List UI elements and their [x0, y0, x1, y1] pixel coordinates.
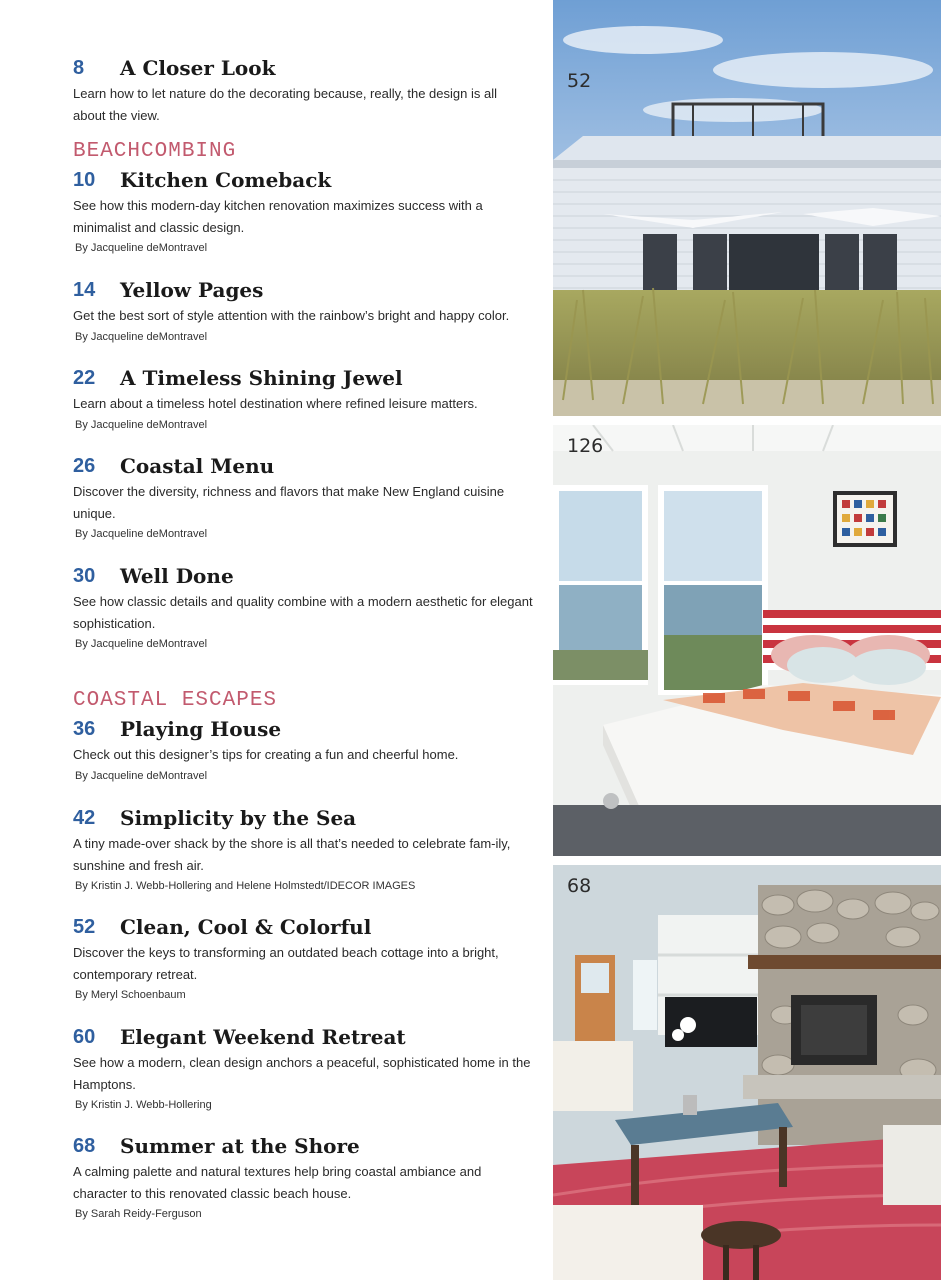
article-description: See how classic details and quality combine with a modern aesthetic for elegant sophistication. — [73, 594, 533, 631]
toc-entry-26[interactable] — [73, 453, 533, 545]
article-title: A Timeless Shining Jewel — [120, 366, 403, 390]
article-byline: By Jacqueline deMontravel — [75, 638, 208, 650]
photo-page-number: 52 — [567, 70, 592, 92]
article-title: Kitchen Comeback — [120, 168, 332, 192]
article-byline: By Jacqueline deMontravel — [75, 330, 208, 343]
article-description: A calming palette and natural textures help bring coastal ambiance and character to this renovated classic beach house. — [73, 1164, 482, 1201]
article-byline: By Jacqueline deMontravel — [75, 242, 208, 254]
toc-entry-68[interactable] — [73, 1133, 533, 1225]
photo-page-number: 126 — [567, 435, 604, 457]
article-description: Learn how to let nature do the decorating because, really, the design is all about the view. — [73, 86, 497, 123]
photo-beach-house-exterior[interactable] — [553, 0, 941, 416]
photo-living-room[interactable] — [553, 865, 941, 1280]
article-byline: By Meryl Schoenbaum — [75, 989, 186, 1001]
article-byline: By Sarah Reidy-Ferguson — [75, 1208, 202, 1220]
article-description: Discover the diversity, richness and flavors that make New England cuisine unique. — [73, 484, 505, 521]
article-title: Simplicity by the Sea — [120, 806, 357, 830]
photo-column — [553, 0, 941, 1280]
page-number: 42 — [73, 807, 96, 829]
article-title: Summer at the Shore — [120, 1134, 360, 1158]
page-number: 26 — [73, 455, 96, 477]
article-byline: By Kristin J. Webb-Hollering and Helene Holmstedt/IDECOR IMAGES — [75, 880, 416, 892]
toc-entry-30[interactable] — [73, 563, 533, 655]
article-description: See how a modern, clean design anchors a peaceful, sophisticated home in the Hamptons. — [73, 1055, 531, 1092]
article-description: Get the best sort of style attention with the rainbow’s bright and happy color. — [73, 308, 510, 323]
toc-entry-22[interactable] — [73, 365, 533, 436]
article-byline: By Jacqueline deMontravel — [75, 528, 208, 540]
toc-entry-52[interactable] — [73, 914, 533, 1006]
article-description: Check out this designer’s tips for creating a fun and cheerful home. — [73, 747, 459, 762]
bedroom-illustration — [553, 425, 941, 856]
article-description: Discover the keys to transforming an outdated beach cottage into a bright, contemporary retreat. — [73, 945, 499, 982]
section-heading-beachcombing: BEACHCOMBING — [73, 140, 237, 163]
toc-entry-36[interactable] — [73, 716, 533, 787]
toc-entry-42[interactable] — [73, 805, 533, 897]
photo-bedroom[interactable] — [553, 425, 941, 856]
page-number: 52 — [73, 916, 96, 938]
page-number: 30 — [73, 565, 96, 587]
article-title: Elegant Weekend Retreat — [120, 1025, 406, 1049]
page-number: 68 — [73, 1135, 96, 1157]
article-title: Well Done — [120, 564, 234, 588]
page-number: 36 — [73, 718, 96, 740]
article-description: See how this modern-day kitchen renovation maximizes success with a minimalist and classic design. — [73, 198, 483, 235]
article-byline: By Jacqueline deMontravel — [75, 418, 208, 431]
article-description: Learn about a timeless hotel destination where refined leisure matters. — [73, 396, 478, 411]
page-number: 8 — [73, 57, 85, 79]
section-heading-coastal-escapes: COASTAL ESCAPES — [73, 689, 278, 712]
article-title: Clean, Cool & Colorful — [120, 915, 372, 939]
page-number: 10 — [73, 169, 96, 191]
living-room-illustration — [553, 865, 941, 1280]
page-number: 14 — [73, 279, 96, 301]
beach-house-illustration — [553, 0, 941, 416]
toc-entry-10[interactable] — [73, 167, 533, 259]
article-byline: By Jacqueline deMontravel — [75, 769, 208, 782]
page-number: 60 — [73, 1026, 96, 1048]
toc-entry-14[interactable] — [73, 277, 533, 348]
photo-page-number: 68 — [567, 875, 592, 897]
article-description: A tiny made-over shack by the shore is all that’s needed to celebrate fam-ily, sunshine and fresh air. — [73, 836, 511, 873]
article-title: Playing House — [120, 717, 282, 741]
page-number: 22 — [73, 367, 96, 389]
article-byline: By Kristin J. Webb-Hollering — [75, 1099, 212, 1111]
toc-entry-8[interactable] — [73, 55, 533, 126]
article-title: A Closer Look — [120, 56, 276, 80]
toc-entry-60[interactable] — [73, 1024, 533, 1116]
article-title: Coastal Menu — [120, 454, 275, 478]
article-title: Yellow Pages — [120, 278, 264, 302]
